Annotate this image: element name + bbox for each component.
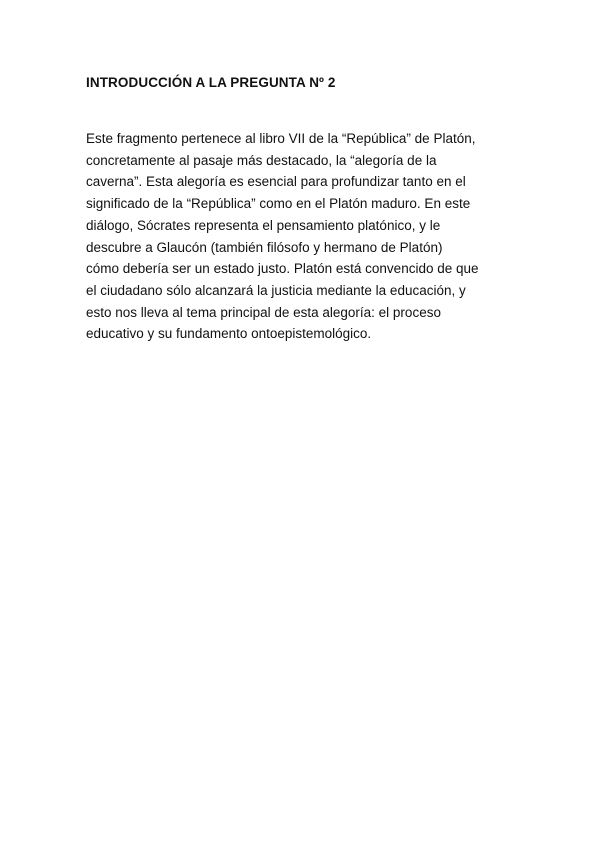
paragraph-line: educativo y su fundamento ontoepistemológico.	[86, 326, 372, 342]
section-title: INTRODUCCIÓN A LA PREGUNTA Nº 2	[86, 75, 336, 90]
paragraph-line: diálogo, Sócrates representa el pensamiento platónico, y le	[86, 217, 441, 233]
body-paragraph	[86, 128, 526, 345]
paragraph-line: Este fragmento pertenece al libro VII de la “República” de Platón,	[86, 131, 476, 146]
paragraph-line: concretamente al pasaje más destacado, la “alegoría de la	[86, 152, 437, 168]
paragraph-line: el ciudadano sólo alcanzará la justicia mediante la educación, y	[86, 282, 466, 298]
paragraph-line: esto nos lleva al tema principal de esta alegoría: el proceso	[86, 304, 441, 320]
paragraph-line: significado de la “República” como en el Platón maduro. En este	[86, 196, 471, 212]
paragraph-line: descubre a Glaucón (también filósofo y hermano de Platón)	[86, 239, 443, 255]
paragraph-line: caverna”. Esta alegoría es esencial para profundizar tanto en el	[86, 174, 466, 190]
paragraph-line: cómo debería ser un estado justo. Platón está convencido de que	[86, 261, 479, 277]
